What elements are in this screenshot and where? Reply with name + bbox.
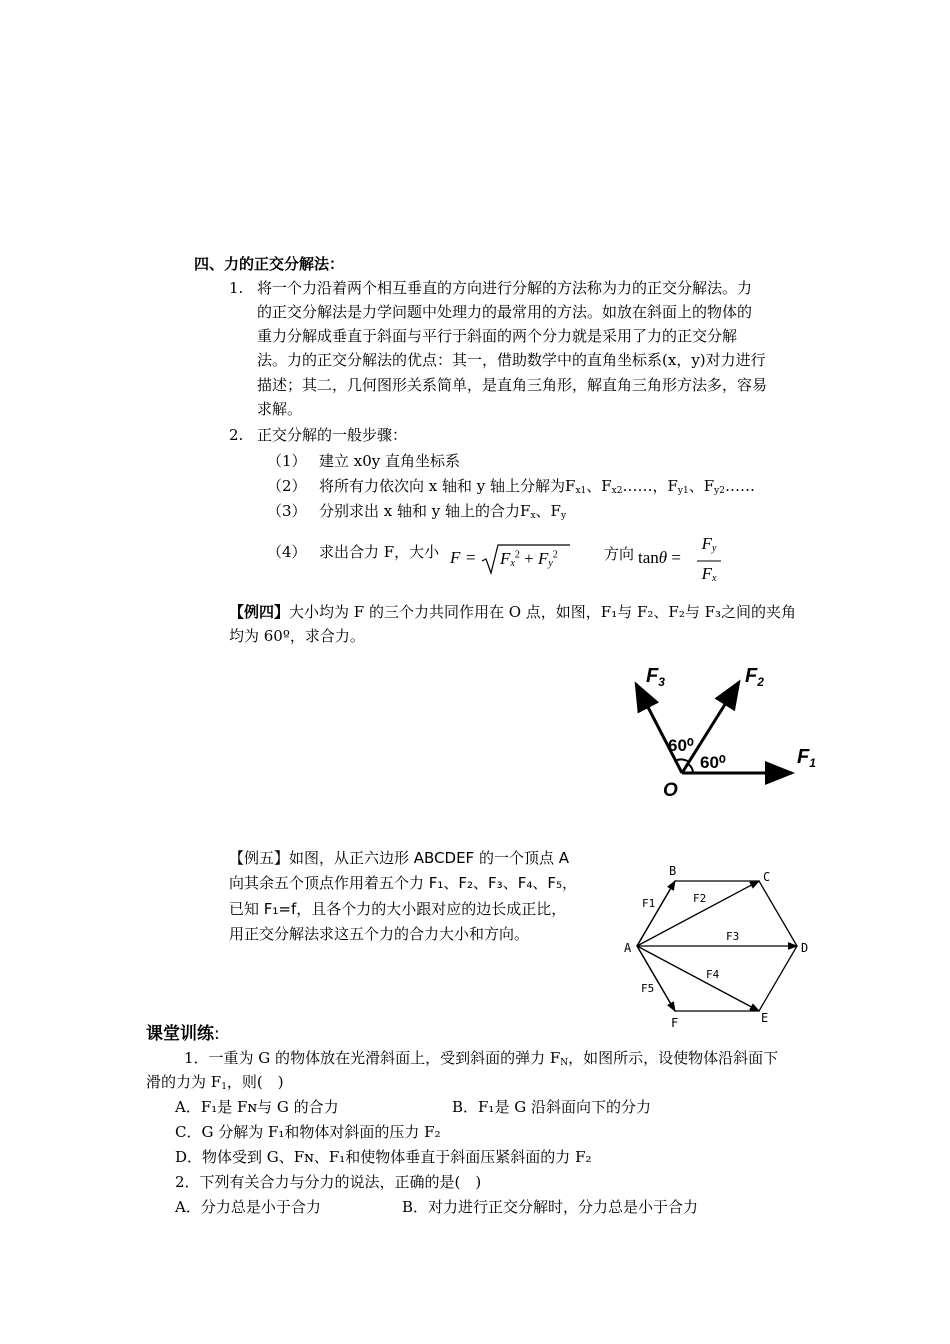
f1-label: $F_1$ (797, 746, 816, 770)
item-2-text: 正交分解的一般步骤： (257, 426, 408, 444)
origin-label: O (663, 780, 678, 801)
step-text: 分别求出 x 轴和 y 轴上的合力$F_x$、$F_y$ (319, 502, 567, 521)
option-d: D．物体受到 G、Fɴ、F₁和使物体垂直于斜面压紧斜面的力 F₂ (175, 1148, 592, 1166)
example-4-line: 均为 60º，求合力。 (229, 627, 365, 645)
option-b: B．F₁是 G 沿斜面向下的分力 (452, 1098, 651, 1116)
f3-arrow (636, 684, 682, 773)
angle-label: 60⁰ (668, 736, 694, 755)
three-forces-diagram (620, 660, 840, 800)
example-5-line: 【例五】如图，从正六边形 ABCDEF 的一个顶点 A (229, 849, 569, 867)
example-5-line: 用正交分解法求这五个力的合力大小和方向。 (229, 925, 530, 943)
force-label: F4 (706, 968, 720, 981)
fraction-bar (697, 560, 721, 562)
item-2-number: 2. (229, 426, 244, 444)
force-label: F3 (726, 930, 740, 943)
vertex-label: C (763, 870, 771, 884)
section-heading: 四、力的正交分解法： (194, 255, 345, 273)
item-1-number: 1. (229, 279, 244, 297)
example-4-line: 【例四】大小均为 F 的三个力共同作用在 O 点，如图，F₁与 F₂、F₂与 F₃之间的夹角 (229, 603, 797, 621)
vertex-label: D (801, 941, 809, 955)
direction-label: 方向 (604, 545, 635, 563)
step-text: 建立 x0y 直角坐标系 (319, 452, 461, 470)
item-1-line: 将一个力沿着两个相互垂直的方向进行分解的方法称为力的正交分解法。力 (257, 279, 753, 297)
item-1-line: 描述；其二，几何图形关系简单，是直角三角形，解直角三角形方法多，容易 (257, 376, 768, 394)
option-c: C．G 分解为 F₁和物体对斜面的压力 F₂ (175, 1123, 441, 1141)
vertex-label: E (761, 1011, 769, 1025)
step-number: （4） (267, 543, 307, 561)
example-5-line: 向其余五个顶点作用着五个力 F₁、F₂、F₃、F₄、F₅， (229, 874, 577, 892)
option-a: A．F₁是 Fɴ与 G 的合力 (175, 1098, 339, 1116)
vertex-label: B (669, 864, 677, 878)
step-number: （2） (267, 477, 307, 495)
force-label: F5 (641, 982, 655, 995)
step-text: 将所有力依次向 x 轴和 y 轴上分解为$F_{x1}$、$F_{x2}\dots\dots$，$F_{y1}$、$F_{y2}\dots\dots$ (319, 477, 755, 496)
item-1-line: 法。力的正交分解法的优点：其一，借助数学中的直角坐标系(x，y)对力进行 (257, 351, 766, 369)
option-b: B．对力进行正交分解时，分力总是小于合力 (402, 1198, 699, 1216)
option-a: A．分力总是小于合力 (175, 1198, 321, 1216)
step-number: （1） (267, 452, 307, 470)
item-1-line: 求解。 (257, 400, 303, 418)
question-2: 2．下列有关合力与分力的说法，正确的是( ) (175, 1173, 482, 1191)
step-number: （3） (267, 502, 307, 520)
step-text: 求出合力 F，大小 (319, 543, 440, 561)
f2-label: $F_2$ (745, 665, 764, 689)
f3-label: $F_3$ (646, 665, 665, 689)
practice-heading: 课堂训练: (146, 1024, 220, 1044)
question-1-line: 滑的力为 $F_1$，则( ) (146, 1073, 284, 1092)
item-1-line: 重力分解成垂直于斜面与平行于斜面的两个分力就是采用了力的正交分解 (257, 327, 738, 345)
example-5-line: 已知 F₁=f，且各个力的大小跟对应的边长成正比， (229, 900, 567, 918)
vertex-label: A (624, 941, 632, 955)
angle-label: 60⁰ (700, 753, 726, 772)
force-label: F2 (693, 892, 707, 905)
question-1-line: 1．一重为 G 的物体放在光滑斜面上，受到斜面的弹力 $F_N$，如图所示，设使物体沿斜面下 (184, 1049, 779, 1068)
force-label: F1 (642, 897, 656, 910)
item-1-line: 的正交分解法是力学问题中处理力的最常用的方法。如放在斜面上的物体的 (257, 303, 753, 321)
hexagon-diagram (615, 860, 815, 1035)
vertex-label: F (671, 1016, 679, 1030)
